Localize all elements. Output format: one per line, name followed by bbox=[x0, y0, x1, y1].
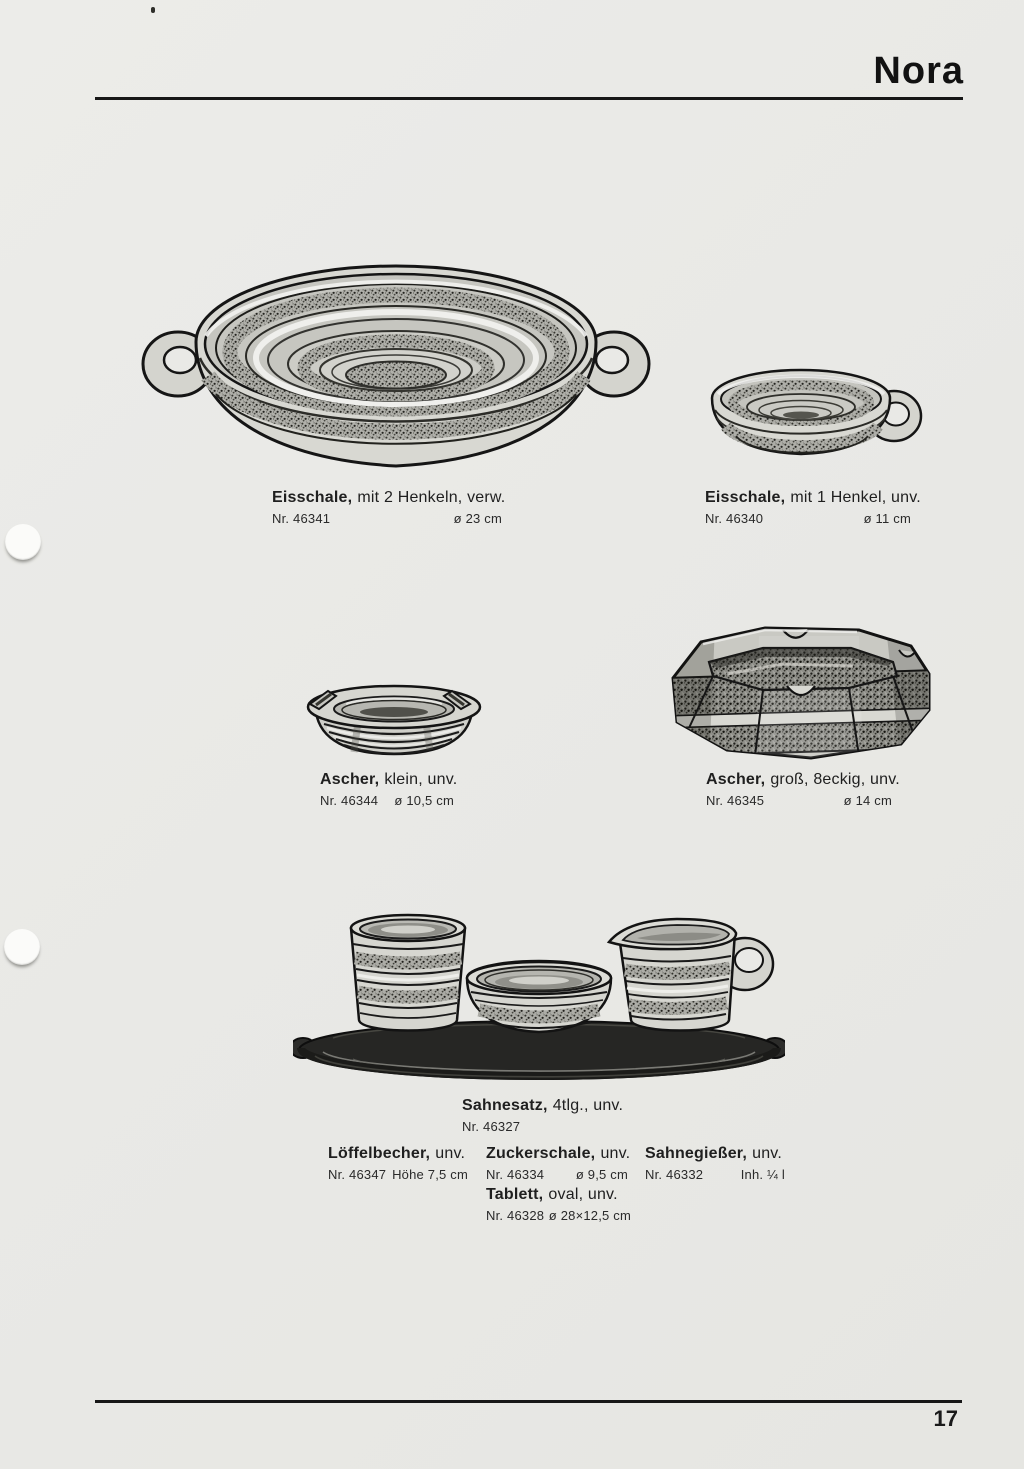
ascher-gross-8eckig-image bbox=[663, 616, 939, 766]
article-number: Nr. 46332 bbox=[645, 1167, 704, 1182]
caption-eisschale-1-henkel: Eisschale, mit 1 Henkel, unv. Nr. 46340 ø 11 cm bbox=[705, 489, 921, 526]
article-size: ø 23 cm bbox=[453, 511, 502, 526]
caption-eisschale-2-henkeln: Eisschale, mit 2 Henkeln, verw. Nr. 46341 ø 23 cm bbox=[272, 489, 506, 526]
punch-hole-bottom bbox=[4, 929, 40, 965]
article-size: Inh. ¼ l bbox=[740, 1167, 785, 1182]
zuckerschale-item bbox=[467, 961, 611, 1032]
ascher-klein-image bbox=[298, 682, 490, 764]
article-number: Nr. 46334 bbox=[486, 1167, 545, 1182]
article-size: ø 10,5 cm bbox=[394, 793, 454, 808]
caption-tablett: Tablett, oval, unv. Nr. 46328 ø 28×12,5 cm bbox=[486, 1186, 631, 1223]
eisschale-2-henkeln-image bbox=[140, 254, 652, 480]
caption-sahnesatz: Sahnesatz, 4tlg., unv. Nr. 46327 bbox=[462, 1097, 624, 1134]
eisschale-1-henkel-image bbox=[700, 366, 924, 470]
article-size: ø 28×12,5 cm bbox=[548, 1208, 631, 1223]
punch-hole-top bbox=[5, 524, 41, 560]
article-number: Nr. 46340 bbox=[705, 511, 764, 526]
sahnegiesser-item bbox=[609, 919, 773, 1031]
caption-ascher-klein: Ascher, klein, unv. Nr. 46344 ø 10,5 cm bbox=[320, 771, 458, 808]
article-size: ø 14 cm bbox=[843, 793, 892, 808]
page-number: 17 bbox=[933, 1406, 958, 1431]
loeffelbecher-item bbox=[351, 915, 465, 1031]
article-number: Nr. 46341 bbox=[272, 511, 331, 526]
article-size: ø 11 cm bbox=[863, 511, 911, 526]
footer-rule bbox=[95, 1400, 962, 1403]
article-number: Nr. 46327 bbox=[462, 1119, 521, 1134]
header-rule bbox=[95, 97, 963, 100]
caption-sahnegiesser: Sahnegießer, unv. Nr. 46332 Inh. ¼ l bbox=[645, 1145, 785, 1182]
caption-zuckerschale: Zuckerschale, unv. Nr. 46334 ø 9,5 cm bbox=[486, 1145, 631, 1182]
article-number: Nr. 46344 bbox=[320, 793, 379, 808]
article-number: Nr. 46345 bbox=[706, 793, 765, 808]
article-size: Höhe 7,5 cm bbox=[392, 1167, 468, 1182]
article-number: Nr. 46328 bbox=[486, 1208, 545, 1223]
caption-ascher-gross: Ascher, groß, 8eckig, unv. Nr. 46345 ø 14 cm bbox=[706, 771, 900, 808]
article-number: Nr. 46347 bbox=[328, 1167, 387, 1182]
ink-speck bbox=[151, 7, 155, 13]
brand-title: Nora bbox=[873, 50, 964, 92]
caption-loeffelbecher: Löffelbecher, unv. Nr. 46347 Höhe 7,5 cm bbox=[328, 1145, 468, 1182]
sahnesatz-image bbox=[293, 902, 785, 1086]
article-size: ø 9,5 cm bbox=[575, 1167, 628, 1182]
